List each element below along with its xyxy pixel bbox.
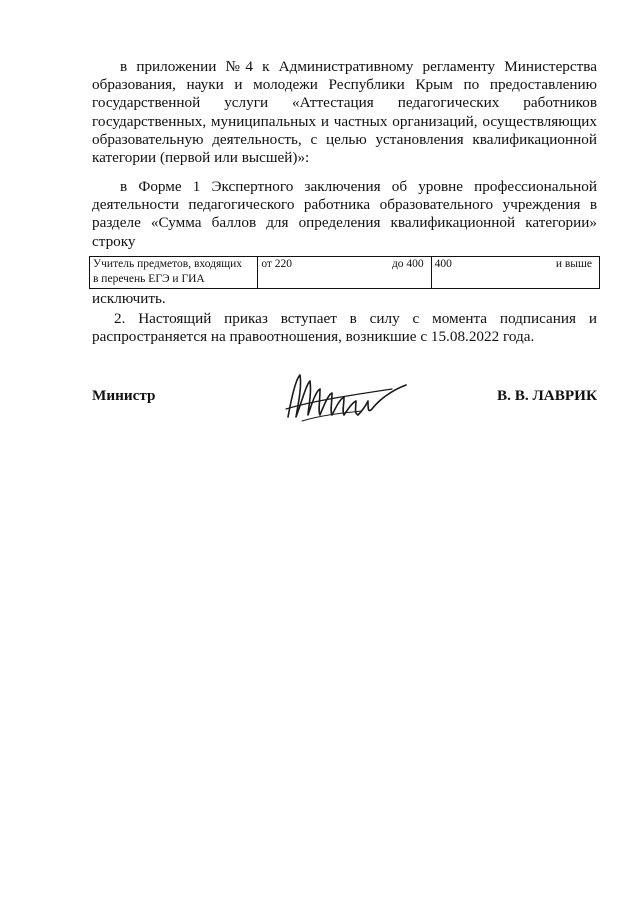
table-cell-second-range: [431, 257, 599, 289]
signatory-name: В. В. ЛАВРИК: [497, 387, 597, 404]
table-cell-label-line2: в перечень ЕГЭ и ГИА: [93, 273, 205, 285]
table-row: [90, 257, 600, 289]
table-cell-label-line1: Учитель предметов, входящих: [93, 258, 243, 270]
table-cell-first-range: [258, 257, 431, 289]
table-cell-teacher-category: [90, 257, 258, 289]
paragraph-exclude: исключить.: [92, 290, 166, 307]
first-range-from: от 220: [261, 258, 293, 270]
second-range-to: и выше: [555, 258, 592, 270]
signatory-position: Министр: [92, 387, 156, 404]
paragraph-effective-date: 2. Настоящий приказ вступает в силу с момента подписания и распространяется на правоотношения, возникшие с 15.08.2022 года.: [92, 310, 597, 346]
paragraph-appendix-reference: в приложении №4 к Административному регламенту Министерства образования, науки и молодежи Республики Крым по предоставлению государственной услуги «Аттестация педагогических работников государственных, муниципальных и частных организаций, осуществляющих образовательную деятельность, с целью установления квалификационной категории (первой или высшей)»:: [92, 58, 597, 167]
paragraph-form-reference: в Форме 1 Экспертного заключения об уровне профессиональной деятельности педагогического работника образовательного учреждения в разделе «Сумма баллов для определения квалификационной категории» строку: [92, 178, 597, 250]
score-table: [89, 256, 600, 289]
handwritten-signature: [282, 365, 412, 425]
first-range-to: до 400: [391, 258, 424, 270]
second-range-from: 400: [434, 258, 452, 270]
